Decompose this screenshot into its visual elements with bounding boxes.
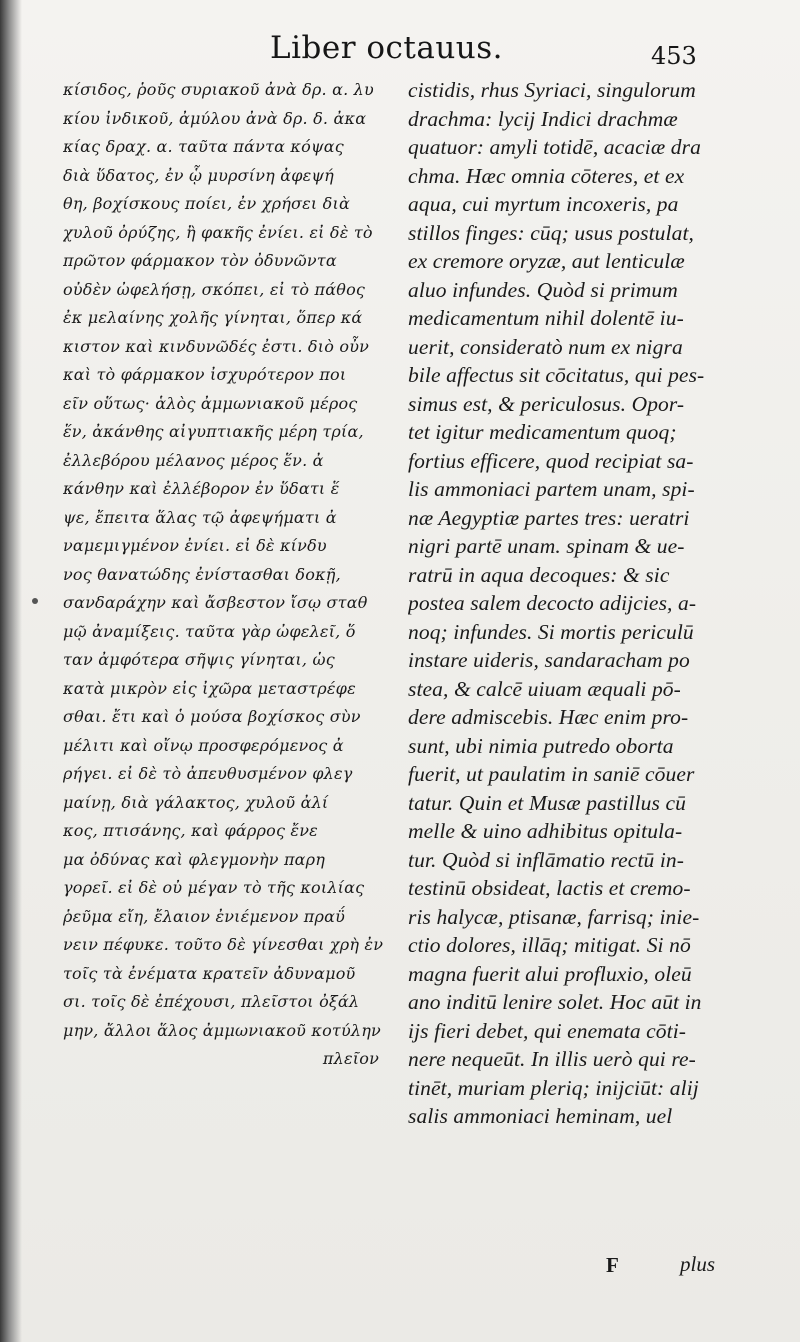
signature-mark: F (606, 1253, 619, 1277)
greek-text-line: ψε, ἔπειτα ἅλας τῷ ἀφεψήματι ἀ (63, 507, 337, 527)
greek-text-line: νειν πέφυκε. τοῦτο δὲ γίνεσθαι χρὴ ἐν (63, 935, 384, 954)
greek-text-line: χυλοῦ ὀρύζης, ἢ φακῆς ἐνίει. εἰ δὲ τὸ (63, 222, 373, 242)
latin-text-line: magna fuerit alui profluxio, oleū (408, 961, 692, 986)
latin-text-line: uerit, consideratò num ex nigra (408, 334, 683, 359)
latin-text-line: ijs fieri debet, qui enemata cōti- (408, 1018, 687, 1043)
latin-text-line: cistidis, rhus Syriaci, singulorum (408, 78, 696, 102)
greek-text-line: ρήγει. εἰ δὲ τὸ ἀπευθυσμένον φλεγ (63, 764, 353, 783)
latin-text-column (408, 76, 738, 1131)
latin-text-line: stillos finges: cūq; usus postulat, (408, 220, 694, 245)
latin-text-line: medicamentum nihil dolentē iu- (408, 306, 684, 330)
running-title: Liber octauus. (270, 30, 504, 66)
latin-text-line: tur. Quòd si inflāmatio rectū in- (408, 847, 685, 872)
greek-text-line: τοῖς τὰ ἐνέματα κρατεῖν ἀδυναμοῦ (63, 963, 356, 983)
greek-text-line: κος, πτισάνης, καὶ φάρρος ἔνε (63, 821, 318, 840)
latin-text-line: tinēt, muriam pleriq; inijciūt: alij (408, 1075, 699, 1100)
latin-text-line: nere nequeūt. In illis uerò qui re- (408, 1047, 696, 1071)
greek-text-line: σι. τοῖς δὲ ἐπέχουσι, πλεῖστοι ὀξάλ (63, 992, 360, 1011)
gutter-shadow (0, 0, 22, 1342)
page-number: 453 (651, 42, 697, 70)
greek-text-line: μην, ἄλλοι ἅλος ἀμμωνιακοῦ κοτύλην (63, 1020, 381, 1040)
greek-text-line: κατὰ μικρὸν εἰς ἰχῶρα μεταστρέφε (63, 678, 356, 698)
greek-text-line: οὐδὲν ὠφελήσῃ, σκόπει, εἰ τὸ πάθος (63, 279, 366, 299)
margin-mark (32, 598, 38, 604)
latin-text-line: fortius efficere, quod recipiat sa- (408, 448, 694, 473)
greek-text-line: ἐλλεβόρου μέλανος μέρος ἕν. ἀ (63, 450, 324, 470)
greek-text-line: γορεῖ. εἰ δὲ οὐ μέγαν τὸ τῆς κοιλίας (63, 878, 365, 897)
greek-text-line: μαίνῃ, διὰ γάλακτος, χυλοῦ ἀλί (63, 792, 329, 812)
latin-text-line: fuerit, ut paulatim in saniē cōuer (408, 762, 695, 786)
latin-text-line: drachma: lycij Indici drachmæ (408, 106, 678, 131)
latin-text-line: nigri partē unam. spinam & ue- (408, 534, 685, 558)
greek-text-line: μα ὀδύνας καὶ φλεγμονὴν παρη (63, 849, 326, 869)
greek-text-line: κίας δραχ. α. ταῦτα πάντα κόψας (63, 137, 344, 156)
greek-text-line: σανδαράχην καὶ ἄσβεστον ἴσῳ σταθ (63, 593, 368, 612)
latin-text-line: instare uideris, sandaracham po (408, 648, 690, 672)
greek-text-line: ταν ἀμφότερα σῆψις γίνηται, ὡς (63, 650, 335, 669)
latin-text-line: stea, & calcē uiuam æquali pō- (408, 676, 681, 701)
latin-text-line: ratrū in aqua decoques: & sic (408, 562, 670, 587)
greek-text-line: κιστον καὶ κινδυνῶδές ἐστι. διὸ οὖν (63, 336, 370, 356)
latin-text-line: postea salem decocto adijcies, a- (408, 591, 697, 615)
latin-text-line: aqua, cui myrtum incoxeris, pa (408, 192, 679, 216)
greek-text-line: πλεῖον (322, 1049, 379, 1068)
latin-text-line: ris halycæ, ptisanæ, farrisq; inie- (408, 904, 700, 929)
greek-text-line: διὰ ὕδατος, ἐν ᾧ μυρσίνη ἀφεψή (63, 165, 334, 185)
latin-text-line: tet igitur medicamentum quoq; (408, 420, 677, 444)
latin-text-line: noq; infundes. Si mortis periculū (408, 619, 694, 644)
greek-text-line: νος θανατώδης ἐνίστασθαι δοκῇ, (63, 564, 341, 584)
greek-text-line: εῖν οὕτως· ἁλὸς ἀμμωνιακοῦ μέρος (63, 393, 358, 413)
greek-text-line: κίσιδος, ῥοῦς συριακοῦ ἀνὰ δρ. α. λυ (63, 80, 374, 99)
greek-text-line: σθαι. ἔτι καὶ ὁ μούσα βοχίσκος σὺν (63, 707, 361, 726)
latin-text-line: ctio dolores, illāq; mitigat. Si nō (408, 933, 691, 957)
greek-text-line: θη, βοχίσκους ποίει, ἐν χρήσει διὰ (63, 194, 350, 213)
latin-text-line: tatur. Quin et Musæ pastillus cū (408, 790, 686, 815)
greek-text-line: κάνθην καὶ ἐλλέβορον ἐν ὕδατι ἕ (63, 479, 340, 498)
latin-text-line: dere admiscebis. Hæc enim pro- (408, 705, 689, 729)
latin-text-line: sunt, ubi nimia putredo oborta (408, 733, 674, 758)
greek-text-line: ἐκ μελαίνης χολῆς γίνηται, ὅπερ κά (63, 308, 363, 327)
greek-text-line: κίου ἰνδικοῦ, ἀμύλου ἀνὰ δρ. δ. ἀκα (63, 108, 367, 128)
latin-text-line: aluo infundes. Quòd si primum (408, 277, 678, 302)
latin-text-line: næ Aegyptiæ partes tres: ueratri (408, 505, 690, 530)
latin-text-line: simus est, & periculosus. Opor- (408, 391, 685, 416)
greek-text-line: πρῶτον φάρμακον τὸν ὀδυνῶντα (63, 251, 337, 270)
catchword: plus (680, 1252, 716, 1276)
greek-text-line: μῷ ἀναμίξεις. ταῦτα γὰρ ὠφελεῖ, ὅ (63, 621, 356, 641)
latin-text-line: chma. Hæc omnia cōteres, et ex (408, 163, 685, 188)
latin-text-line: ex cremore oryzæ, aut lenticulæ (408, 249, 685, 273)
latin-text-line: melle & uino adhibitus opitula- (408, 819, 683, 843)
greek-text-line: ναμεμιγμένον ἐνίει. εἰ δὲ κίνδυ (63, 536, 327, 555)
greek-text-line: καὶ τὸ φάρμακον ἰσχυρότερον ποι (63, 365, 347, 384)
latin-text-line: ano inditū lenire solet. Hoc aūt in (408, 990, 702, 1014)
greek-text-line: ῥεῦμα εἴη, ἔλαιον ἐνιέμενον πραΰ (63, 906, 346, 926)
latin-text-line: quatuor: amyli totidē, acaciæ dra (408, 135, 701, 159)
latin-text-line: testinū obsideat, lactis et cremo- (408, 876, 691, 900)
greek-text-line: μέλιτι καὶ οἴνῳ προσφερόμενος ἀ (63, 735, 344, 755)
latin-text-line: salis ammoniaci heminam, uel (408, 1104, 673, 1128)
greek-text-line: ἕν, ἀκάνθης αἰγυπτιακῆς μέρη τρία, (63, 422, 364, 441)
greek-text-column (63, 76, 385, 1074)
latin-text-line: lis ammoniaci partem unam, spi- (408, 477, 695, 501)
latin-text-line: bile affectus sit cōcitatus, qui pes- (408, 363, 705, 387)
